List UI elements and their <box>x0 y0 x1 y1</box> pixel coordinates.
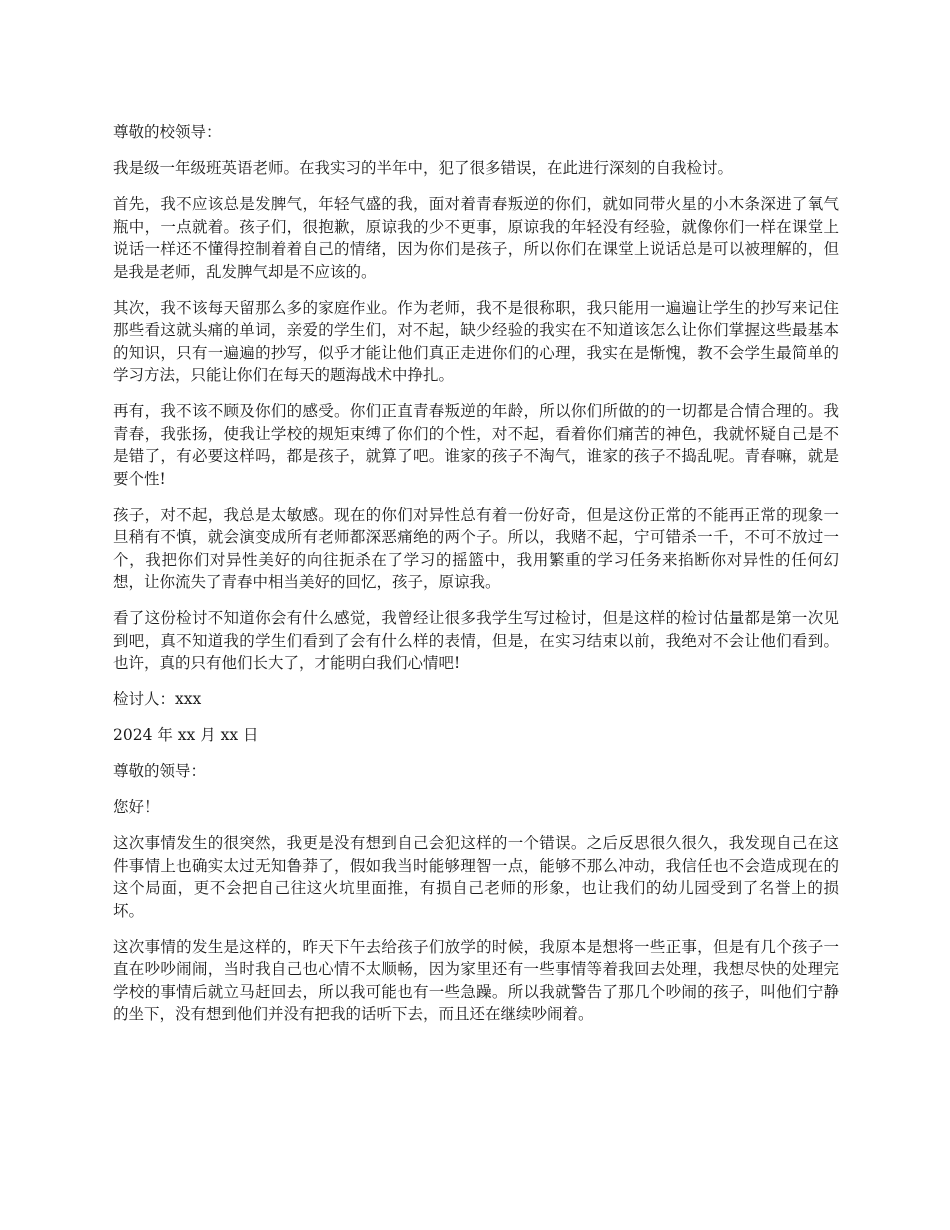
intro-paragraph: 我是级一年级班英语老师。在我实习的半年中，犯了很多错误，在此进行深刻的自我检讨。 <box>113 159 734 177</box>
salutation: 尊敬的校领导： <box>113 123 222 141</box>
salutation-2: 尊敬的领导： <box>113 762 207 780</box>
body-paragraph-3: 再有，我不该不顾及你们的感受。你们正直青春叛逆的年龄，所以你们所做的的一切都是合情合理的。我青春，我张扬，使我让学校的规矩束缚了你们的个性，对不起，看着你们痛苦的神色，我就怀疑自己是不是错了，有必要这样吗，都是孩子，就算了吧。谁家的孩子不淘气，谁家的孩子不捣乱呢。青春嘛，就是要个性! <box>113 402 839 488</box>
body-paragraph-2: 其次，我不该每天留那么多的家庭作业。作为老师，我不是很称职，我只能用一遍遍让学生的抄写来记住那些看这就头痛的单词，亲爱的学生们，对不起，缺少经验的我实在不知道该怎么让你们掌握这些最基本的知识，只有一遍遍的抄写，似乎才能让他们真正走进你们的心理，我实在是惭愧，教不会学生最简单的学习方法，只能让你们在每天的题海战术中挣扎。 <box>113 298 839 384</box>
body-paragraph-6: 这次事情发生的很突然，我更是没有想到自己会犯这样的一个错误。之后反思很久很久，我发现自己在这件事情上也确实太过无知鲁莽了，假如我当时能够理智一点，能够不那么冲动，我信任也不会造成现在的这个局面，更不会把自己往这火坑里面推，有损自己老师的形象，也让我们的幼儿园受到了名誉上的损坏。 <box>113 834 839 920</box>
greeting: 您好！ <box>113 798 160 816</box>
document-page <box>113 121 839 1039</box>
signature-line: 检讨人：xxx <box>113 690 202 708</box>
date-line: 2024 年 xx 月 xx 日 <box>113 726 259 744</box>
body-paragraph-5: 看了这份检讨不知道你会有什么感觉，我曾经让很多我学生写过检讨，但是这样的检讨估量都是第一次见到吧，真不知道我的学生们看到了会有什么样的表情，但是，在实习结束以前，我绝对不会让他们看到。也许，真的只有他们长大了，才能明白我们心情吧! <box>113 609 839 672</box>
body-paragraph-7: 这次事情的发生是这样的，昨天下午去给孩子们放学的时候，我原本是想将一些正事，但是有几个孩子一直在吵吵闹闹，当时我自己也心情不太顺畅，因为家里还有一些事情等着我回去处理，我想尽快的处理完学校的事情后就立马赶回去，所以我可能也有一些急躁。所以我就警告了那几个吵闹的孩子，叫他们宁静的坐下，没有想到他们并没有把我的话听下去，而且还在继续吵闹着。 <box>113 937 839 1023</box>
body-paragraph-4: 孩子，对不起，我总是太敏感。现在的你们对异性总有着一份好奇，但是这份正常的不能再正常的现象一旦稍有不慎，就会演变成所有老师都深恶痛绝的两个子。所以，我赌不起，宁可错杀一千，不可不放过一个，我把你们对异性美好的向往扼杀在了学习的摇篮中，我用繁重的学习任务来掐断你对异性的任何幻想，让你流失了青春中相当美好的回忆，孩子，原谅我。 <box>113 505 839 591</box>
body-paragraph-1: 首先，我不应该总是发脾气，年轻气盛的我，面对着青春叛逆的你们，就如同带火星的小木条深进了氧气瓶中，一点就着。孩子们，很抱歉，原谅我的少不更事，原谅我的年轻没有经验，就像你们一样在课堂上说话一样还不懂得控制着着自己的情绪，因为你们是孩子，所以你们在课堂上说话总是可以被理解的，但是我是老师，乱发脾气却是不应该的。 <box>113 195 839 281</box>
